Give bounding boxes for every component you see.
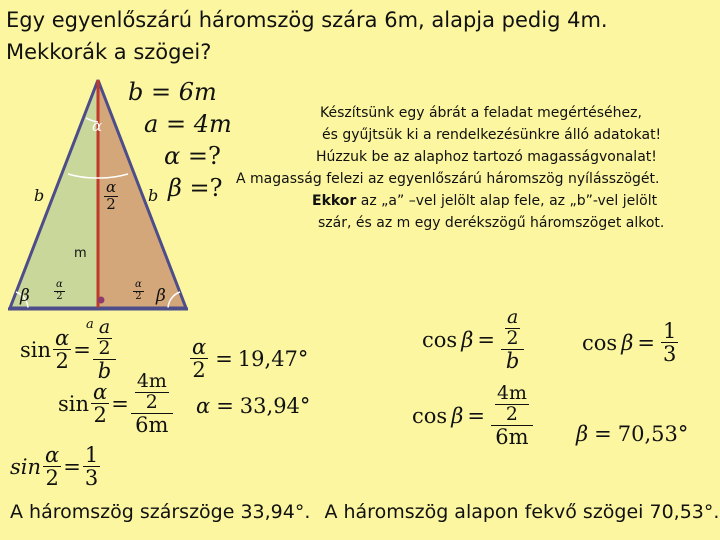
equation-cos-ratio: cos β = $\frac{\frac{a}{2}}{b}$ (422, 308, 526, 372)
equation-cos-value: cos β = $\frac{1}{3}$ (582, 319, 677, 367)
figure-label-a: a (86, 317, 94, 332)
result-alpha: α = 33,94° (196, 394, 311, 418)
final-apex-angle: A háromszög szárszöge 33,94°. (10, 501, 311, 523)
figure-label-alpha-half-right: $\frac{\alpha}{2}$ (106, 178, 117, 213)
given-a: a = 4m (144, 110, 232, 138)
figure-label-alpha-half-br: $\frac{\alpha}{2}$ (135, 279, 142, 302)
figure-label-m: m (74, 246, 87, 261)
equation-sin-value: sin $\frac{\alpha}{2}$ = $\frac{1}{3}$ (10, 443, 99, 491)
explanation-line-6: szár, és az m egy derékszögű háromszöget alkot. (318, 215, 665, 231)
final-base-angles: A háromszög alapon fekvő szögei 70,53°. (324, 501, 720, 523)
figure-label-beta-left: β (20, 286, 30, 306)
figure-label-b-right: b (148, 186, 159, 205)
given-alpha: α =? (164, 142, 221, 170)
given-beta: β =? (168, 174, 223, 202)
figure-label-alpha-half-bl: $\frac{\alpha}{2}$ (56, 279, 63, 302)
figure-label-b-left: b (34, 186, 45, 205)
right-angle-mark (98, 297, 105, 304)
result-half-alpha: $\frac{\alpha}{2}$ = 19,47° (192, 335, 309, 383)
equation-sin-ratio: sin $\frac{\alpha}{2}$ = $\frac{\frac{a}{2}}{b}$ (20, 318, 118, 382)
figure-label-alpha-apex: α (92, 117, 103, 135)
equation-cos-substituted: cos β = $\frac{\frac{4m}{2}}{6m}$ (412, 384, 535, 448)
problem-title (6, 4, 608, 68)
result-beta: β = 70,53° (576, 422, 689, 446)
given-b: b = 6m (128, 78, 217, 106)
explanation-line-1: Készítsünk egy ábrát a feladat megértéséhez, (320, 105, 642, 121)
title-line-1: Egy egyenlőszárú háromszög szára 6m, alapja pedig 4m. (6, 8, 608, 32)
figure-label-beta-right: β (156, 286, 166, 306)
explanation-line-4: A magasság felezi az egyenlőszárú háromszög nyílásszögét. (236, 171, 660, 187)
final-answer (10, 496, 719, 528)
left-half-triangle (10, 80, 98, 308)
explanation-line-2: és gyűjtsük ki a rendelkezésünkre álló adatokat! (322, 127, 662, 143)
explanation-line-5: Ekkor az „a” –vel jelölt alap fele, az „b”-vel jelölt (312, 193, 658, 209)
explanation-block (236, 102, 664, 234)
given-values (128, 76, 232, 204)
title-line-2: Mekkorák a szögei? (6, 40, 212, 64)
equation-sin-substituted: sin $\frac{\alpha}{2}$ = $\frac{\frac{4m}{2}}{6m}$ (58, 372, 175, 436)
explanation-line-3: Húzzuk be az alaphoz tartozó magasságvonalat! (316, 149, 657, 165)
